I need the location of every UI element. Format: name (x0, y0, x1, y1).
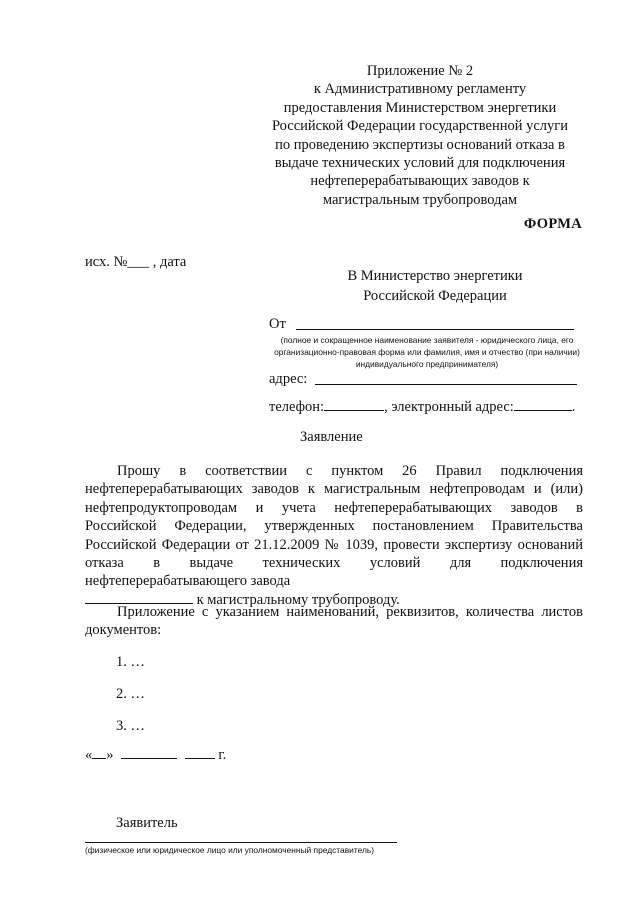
signature-line[interactable] (85, 842, 397, 843)
year-field[interactable] (185, 757, 215, 759)
request-body (85, 462, 583, 609)
period: . (571, 399, 576, 415)
list-item: 3. … (116, 718, 145, 734)
appendix-line: выдаче технических условий для подключения (274, 155, 566, 172)
contacts-row (269, 399, 575, 416)
outgoing-number-date: исх. №___ , дата (85, 254, 187, 270)
document-heading: Заявление (300, 429, 363, 445)
appendix-line: нефтеперерабатывающих заводов к (310, 173, 530, 190)
appendix-line: к Административному регламенту (313, 81, 527, 98)
recipient-line: В Министерство энергетики (347, 268, 523, 284)
from-row (269, 316, 574, 333)
request-tail: к магистральному трубопроводу. (196, 591, 400, 608)
from-field[interactable] (296, 328, 574, 330)
address-row (269, 371, 577, 388)
list-item: 2. … (116, 686, 145, 702)
address-label: адрес: (269, 371, 308, 387)
address-field[interactable] (315, 383, 577, 385)
appendix-line: Российской Федерации государственной услуги (271, 118, 569, 135)
attachment-text: Приложение с указанием наименований, реквизитов, количества листов документов: (85, 604, 583, 639)
appendix-line: по проведению экспертизы оснований отказа в (275, 136, 565, 153)
year-suffix: г. (218, 747, 227, 763)
email-label: , электронный адрес: (384, 399, 514, 415)
quote-open: « (85, 747, 93, 763)
attachment-block (85, 603, 583, 640)
phone-label: телефон: (269, 399, 325, 415)
from-hint: (полное и сокращенное наименование заявителя - юридического лица, его организационно-правовая форма или фамилия, имя и отчество (при наличии) индивидуального предпринимателя) (274, 335, 580, 369)
applicant-label: Заявитель (116, 815, 178, 831)
email-field[interactable] (514, 409, 572, 411)
form-label: ФОРМА (523, 216, 582, 232)
appendix-line: предоставления Министерством энергетики (283, 99, 557, 116)
recipient (300, 266, 570, 306)
from-label: От (269, 316, 286, 332)
appendix-line: Приложение № 2 (366, 63, 474, 79)
list-item: 1. … (116, 654, 145, 670)
request-paragraph (85, 462, 583, 609)
month-field[interactable] (121, 757, 177, 759)
quote-close: » (106, 747, 114, 763)
date-row (85, 747, 226, 764)
day-field[interactable] (92, 757, 106, 759)
signature-hint: (физическое или юридическое лицо или уполномоченный представитель) (85, 845, 374, 855)
recipient-line: Российской Федерации (363, 288, 507, 304)
appendix-line: магистральным трубопроводам (322, 191, 518, 208)
appendix-header (270, 62, 570, 209)
request-text: Прошу в соответствии с пунктом 26 Правил подключения нефтеперерабатывающих заводов к магистральным нефтепроводам и (или) нефтепродуктопроводам и учета нефтеперерабатывающих заводов в Российской Федерации, утвержденных постановлением Правительства Российской Федерации от 21.12.2009 № 1039, провести экспертизу оснований отказа в выдаче технических условий для подключения нефтеперерабатывающего завода (85, 463, 583, 590)
phone-field[interactable] (324, 409, 384, 411)
